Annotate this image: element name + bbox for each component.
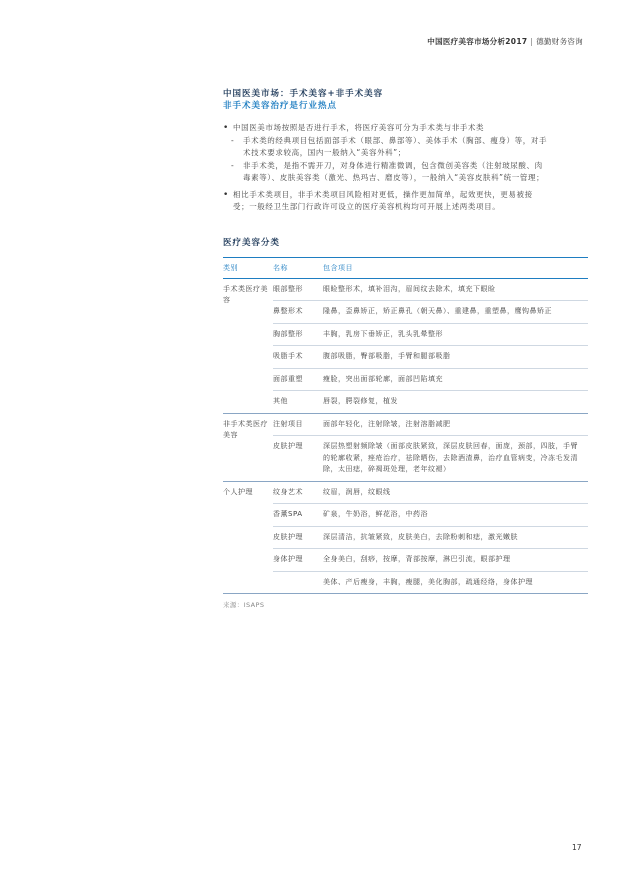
category-cell: 手术类医疗美容 bbox=[223, 278, 273, 413]
items-cell: 深层清洁，抗皱紧致，皮肤美白，去除粉刺和痣，激光嫩肤 bbox=[323, 526, 588, 549]
table-row bbox=[223, 436, 588, 482]
items-cell: 矿泉，牛奶浴，鲜花浴，中药浴 bbox=[323, 504, 588, 527]
items-cell: 瘦脸，突出面部轮廓，面部凹陷填充 bbox=[323, 368, 588, 391]
name-cell: 身体护理 bbox=[273, 549, 323, 572]
items-cell: 丰胸，乳房下垂矫正，乳头乳晕整形 bbox=[323, 323, 588, 346]
sub-bullet-item bbox=[223, 135, 588, 160]
sub-bullet-line: 术技术要求较高，国内一般纳入“美容外科”； bbox=[243, 148, 406, 157]
bullet-item bbox=[223, 189, 588, 214]
bullet-text: 受；一般经卫生部门行政许可设立的医疗美容机构均可开展上述两类项目。 bbox=[233, 202, 501, 211]
dash-marker: - bbox=[231, 135, 235, 145]
table-row bbox=[223, 526, 588, 549]
table-row bbox=[223, 413, 588, 436]
name-cell: 面部重塑 bbox=[273, 368, 323, 391]
classification-table bbox=[223, 257, 588, 595]
name-cell: 鼻整形术 bbox=[273, 301, 323, 324]
table-row bbox=[223, 346, 588, 369]
section-heading: 中国医美市场：手术美容+非手术美容 bbox=[223, 89, 384, 99]
items-cell: 隆鼻，歪鼻矫正，矫正鼻孔（朝天鼻）、重建鼻，重塑鼻，鹰钩鼻矫正 bbox=[323, 301, 588, 324]
bullet-dot: • bbox=[223, 123, 229, 133]
name-cell: 注射项目 bbox=[273, 413, 323, 436]
bullet-dot: • bbox=[223, 189, 229, 200]
items-cell: 美体、产后瘦身，丰胸，瘦腿，美化胸部，疏通经络，身体护理 bbox=[323, 571, 588, 594]
name-cell: 吸脂手术 bbox=[273, 346, 323, 369]
bullet-list bbox=[223, 122, 588, 214]
header-separator: | bbox=[530, 37, 534, 46]
report-title: 中国医疗美容市场分析2017 bbox=[427, 37, 528, 46]
header-items: 包含项目 bbox=[323, 257, 588, 278]
items-cell: 腹部吸脂，臀部吸脂，手臂和腿部吸脂 bbox=[323, 346, 588, 369]
items-cell: 唇裂，腭裂修复，植发 bbox=[323, 391, 588, 414]
items-cell: 眼睑整形术，填补泪沟，眉间纹去除术，填充下眼睑 bbox=[323, 278, 588, 301]
table-row bbox=[223, 504, 588, 527]
sub-bullet-line: 手术类的经典项目包括面部手术（眼部、鼻部等）、美体手术（胸部、瘦身）等，对手 bbox=[243, 135, 548, 145]
table-header-row bbox=[223, 257, 588, 278]
bullet-text: 相比手术类项目，非手术类项目风险相对更低，操作更加简单，起效更快，更易被接 bbox=[233, 189, 533, 199]
category-cell: 非手术类医疗美容 bbox=[223, 413, 273, 481]
items-cell: 全身美白，刮痧，按摩，背部按摩，淋巴引流，眼部护理 bbox=[323, 549, 588, 572]
page-number: 17 bbox=[572, 843, 582, 852]
table-row bbox=[223, 323, 588, 346]
name-cell: 皮肤护理 bbox=[273, 526, 323, 549]
name-cell: 其他 bbox=[273, 391, 323, 414]
main-content bbox=[223, 88, 588, 609]
name-cell: 纹身艺术 bbox=[273, 481, 323, 504]
header-name: 名称 bbox=[273, 257, 323, 278]
table-row bbox=[223, 301, 588, 324]
sub-bullet-item bbox=[223, 160, 588, 185]
table-row bbox=[223, 571, 588, 594]
table-row bbox=[223, 549, 588, 572]
items-cell: 面部年轻化，注射除皱，注射溶脂减肥 bbox=[323, 413, 588, 436]
table-row bbox=[223, 481, 588, 504]
name-cell: 眼部整形 bbox=[273, 278, 323, 301]
section-subheading: 非手术美容治疗是行业热点 bbox=[223, 101, 338, 111]
name-cell bbox=[273, 571, 323, 594]
page-header bbox=[427, 36, 583, 47]
table-title: 医疗美容分类 bbox=[223, 237, 281, 248]
dash-marker: - bbox=[231, 160, 235, 170]
name-cell: 胸部整形 bbox=[273, 323, 323, 346]
items-cell: 纹眉，润唇，纹眼线 bbox=[323, 481, 588, 504]
table-row bbox=[223, 391, 588, 414]
name-cell: 皮肤护理 bbox=[273, 436, 323, 482]
table-row bbox=[223, 368, 588, 391]
source-note: 来源：ISAPS bbox=[223, 601, 265, 609]
name-cell: 香薰SPA bbox=[273, 504, 323, 527]
header-category: 类别 bbox=[223, 257, 273, 278]
sub-bullet-line: 非手术类，是指不需开刀，对身体进行精准微调，包含微创美容类（注射玻尿酸、肉 bbox=[243, 160, 543, 170]
company-name: 德勤财务咨询 bbox=[536, 37, 583, 46]
sub-bullet-line: 毒素等）、皮肤美容类（激光、热玛吉、磨皮等），一般纳入“美容皮肤科”统一管理； bbox=[243, 173, 545, 182]
table-row bbox=[223, 278, 588, 301]
bullet-text: 中国医美市场按照是否进行手术，将医疗美容可分为手术类与非手术类 bbox=[233, 123, 485, 132]
items-cell: 深层热塑射频除皱（面部皮肤紧致，深层皮肤回春，面庞，颈部，四肢，手臂的轮廓收紧，痤疮治疗，祛除晒伤，去除酒渣鼻，治疗血管病变，冷冻毛发清除，太田痣，碎褐斑处理，老年纹褪） bbox=[323, 436, 588, 482]
category-cell: 个人护理 bbox=[223, 481, 273, 594]
bullet-item bbox=[223, 122, 588, 135]
